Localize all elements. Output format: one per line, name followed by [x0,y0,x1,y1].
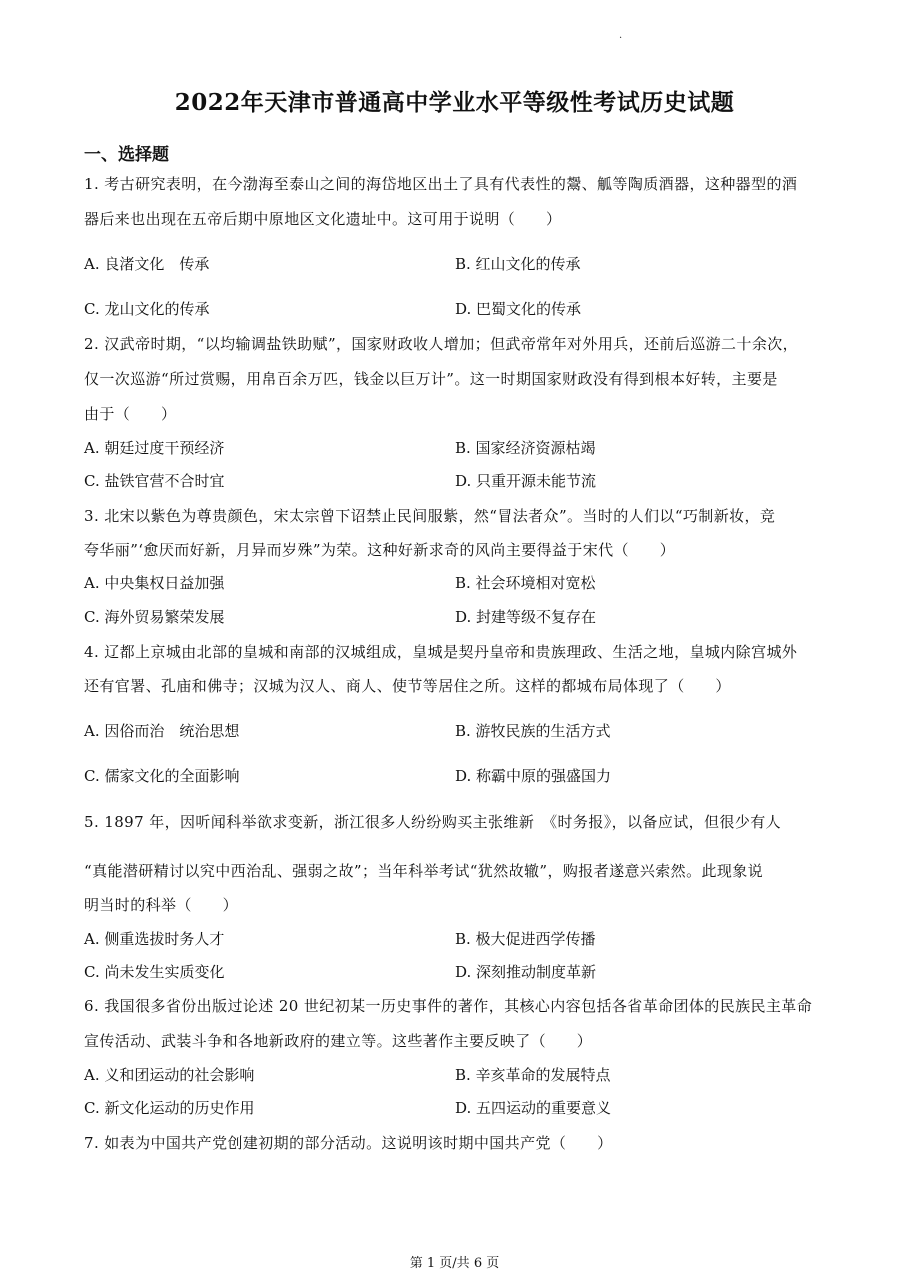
question-6-option-c: C. 新文化运动的历史作用 [84,1099,255,1117]
question-2-option-a: A. 朝廷过度干预经济 [84,439,225,457]
question-5-line-1: 5. 1897 年，因听闻科举欲求变新，浙江很多人纷纷购买主张维新 《时务报》，以备应试，但很少有人 [84,813,782,831]
question-2-option-d: D. 只重开源未能节流 [455,472,597,490]
question-1-option-c: C. 龙山文化的传承 [84,300,210,318]
question-4-line-1: 4. 辽都上京城由北部的皇城和南部的汉城组成，皇城是契丹皇帝和贵族理政、生活之地，皇城内除宫城外 [84,643,798,661]
question-5-line-3: 明当时的科举（ ） [84,896,239,914]
question-2-line-2: 仅一次巡游“所过赏赐，用帛百余万匹，钱金以巨万计”。这一时期国家财政没有得到根本好转，主要是 [84,370,778,388]
section-heading: 一、选择题 [84,145,169,165]
question-5-option-c: C. 尚未发生实质变化 [84,963,225,981]
question-2-line-3: 由于（ ） [84,405,177,423]
page-title: 2022年天津市普通高中学业水平等级性考试历史试题 [174,89,735,116]
question-4-option-c: C. 儒家文化的全面影响 [84,767,240,785]
question-1-option-b: B. 红山文化的传承 [455,255,581,273]
question-4-option-d: D. 称霸中原的强盛国力 [455,767,612,785]
question-1-option-d: D. 巴蜀文化的传承 [455,300,582,318]
question-5-option-a: A. 侧重选拔时务人才 [84,930,225,948]
question-4-line-2: 还有官署、孔庙和佛寺；汉城为汉人、商人、使节等居住之所。这样的都城布局体现了（ ） [84,677,731,695]
question-6-option-b: B. 辛亥革命的发展特点 [455,1066,611,1084]
question-2-option-c: C. 盐铁官营不合时宜 [84,472,225,490]
question-5-line-2: “真能潜研精讨以究中西治乱、强弱之故”；当年科举考试“犹然故辙”，购报者遂意兴索然。此现象说 [84,862,764,880]
question-3-option-d: D. 封建等级不复存在 [455,608,597,626]
question-6-line-1: 6. 我国很多省份出版过论述 20 世纪初某一历史事件的著作，其核心内容包括各省革命团体的民族民主革命 [84,997,813,1015]
question-3-line-1: 3. 北宋以紫色为尊贵颜色，宋太宗曾下诏禁止民间服紫，然“冒法者众”。当时的人们以“巧制新妆，竞 [84,507,776,525]
question-3-option-c: C. 海外贸易繁荣发展 [84,608,225,626]
question-3-option-b: B. 社会环境相对宽松 [455,574,596,592]
question-2-line-1: 2. 汉武帝时期，“以均输调盐铁助赋”，国家财政收人增加；但武帝常年对外用兵，还前后巡游二十余次， [84,335,799,353]
question-4-option-b: B. 游牧民族的生活方式 [455,722,611,740]
question-6-option-d: D. 五四运动的重要意义 [455,1099,612,1117]
question-7-line-1: 7. 如表为中国共产党创建初期的部分活动。这说明该时期中国共产党（ ） [84,1134,613,1152]
question-3-option-a: A. 中央集权日益加强 [84,574,225,592]
question-2-option-b: B. 国家经济资源枯竭 [455,439,596,457]
page-footer: 第 1 页/共 6 页 [409,1256,500,1271]
question-1-line-2: 器后来也出现在五帝后期中原地区文化遗址中。这可用于说明（ ） [84,210,562,228]
question-4-option-a: A. 因俗而治 统治思想 [84,722,240,740]
question-1-option-a: A. 良渚文化 传承 [84,255,210,273]
question-6-option-a: A. 义和团运动的社会影响 [84,1066,255,1084]
question-1-line-1: 1. 考古研究表明，在今渤海至泰山之间的海岱地区出土了具有代表性的鬶、觚等陶质酒器，这种器型的酒 [84,175,798,193]
header-dot: . [619,30,623,41]
question-3-line-2: 夸华丽”‘愈厌而好新，月异而岁殊”为荣。这种好新求奇的风尚主要得益于宋代（ ） [84,541,676,559]
question-6-line-2: 宣传活动、武装斗争和各地新政府的建立等。这些著作主要反映了（ ） [84,1032,593,1050]
question-5-option-b: B. 极大促进西学传播 [455,930,596,948]
question-5-option-d: D. 深刻推动制度革新 [455,963,597,981]
